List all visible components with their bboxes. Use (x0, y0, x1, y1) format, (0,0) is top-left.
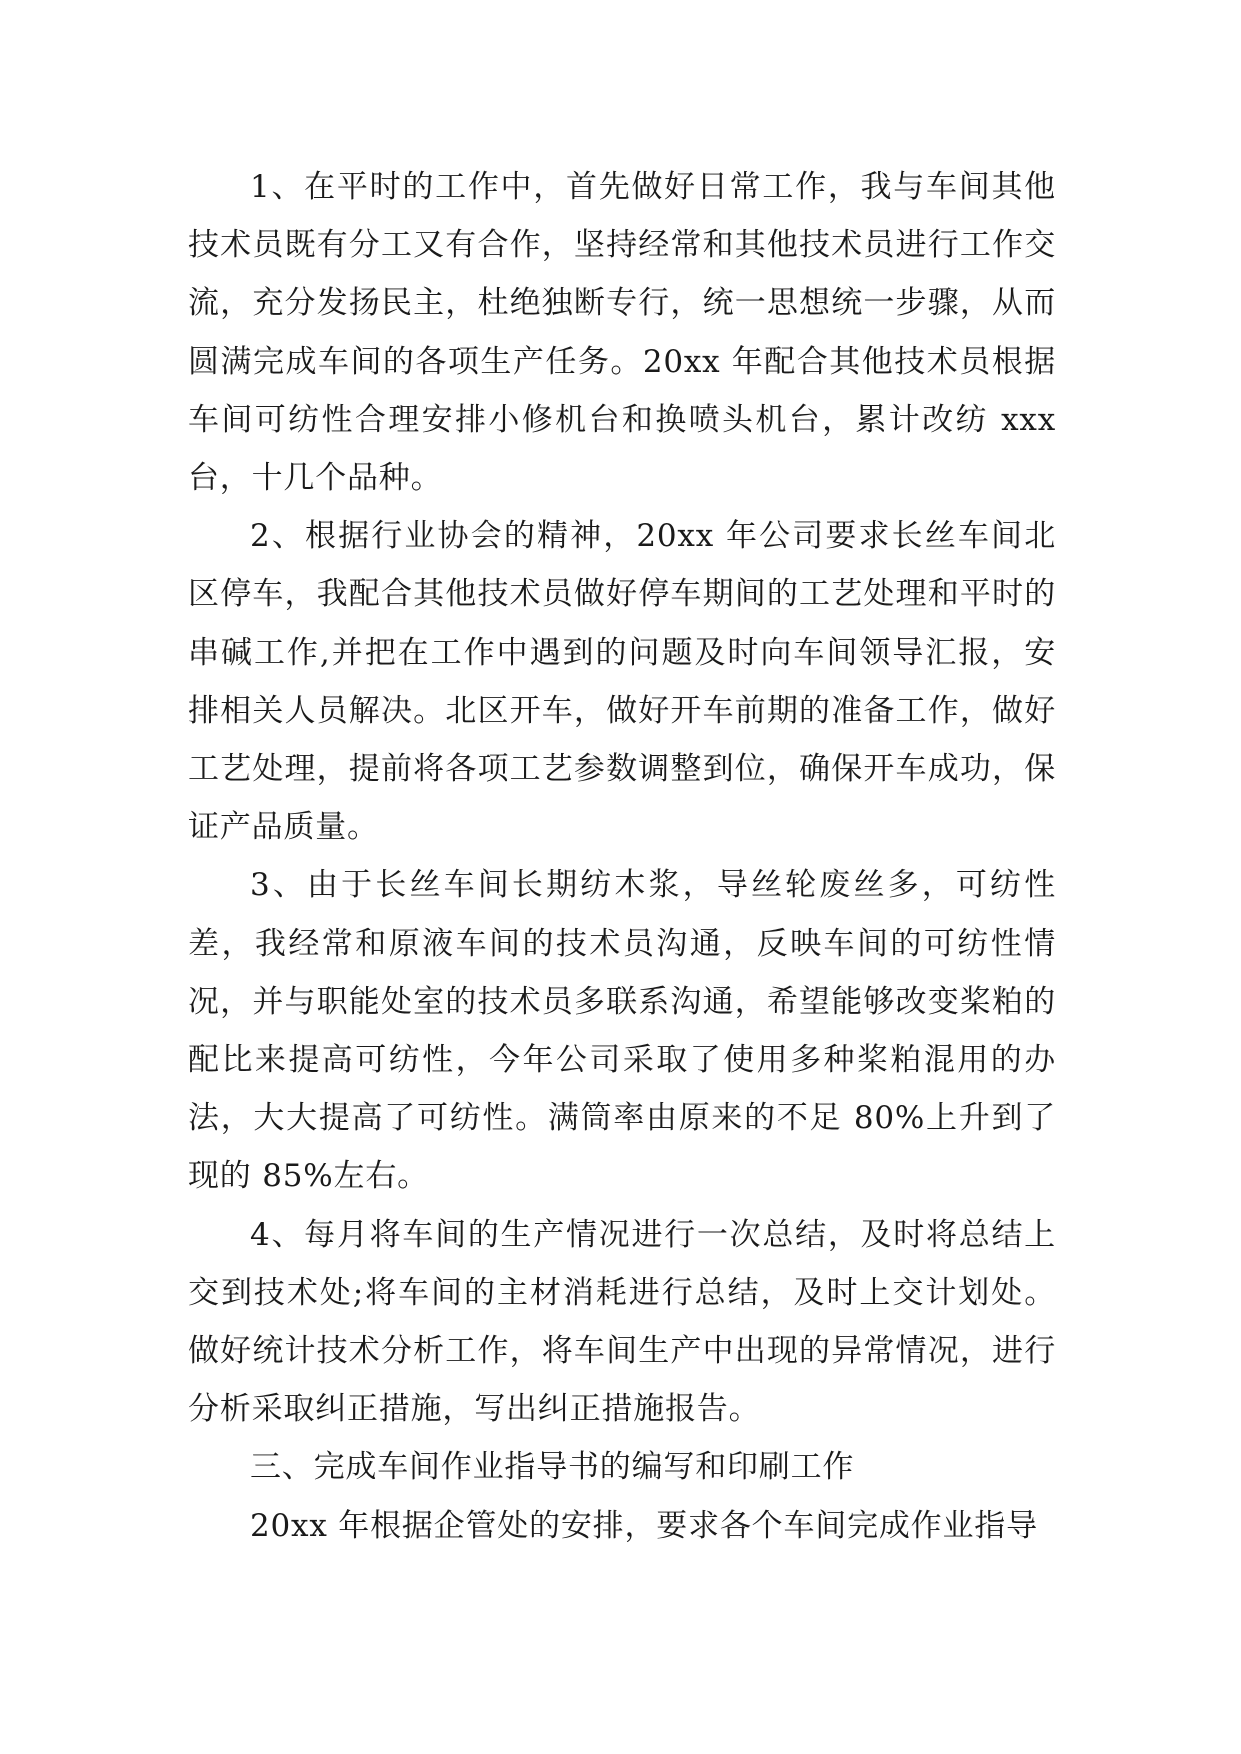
paragraph-4: 4、每月将车间的生产情况进行一次总结，及时将总结上交到技术处;将车间的主材消耗进行总结，及时上交计划处。做好统计技术分析工作，将车间生产中出现的异常情况，进行分析采取纠正措施，写出纠正措施报告。 (188, 1216, 1056, 1428)
paragraph-1: 1、在平时的工作中，首先做好日常工作，我与车间其他技术员既有分工又有合作，坚持经常和其他技术员进行工作交流，充分发扬民主，杜绝独断专行，统一思想统一步骤，从而圆满完成车间的各项生产任务。20xx 年配合其他技术员根据车间可纺性合理安排小修机台和换喷头机台，累计改纺 xxx 台，十几个品种。 (188, 169, 1056, 497)
paragraph-5: 20xx 年根据企管处的安排，要求各个车间完成作业指导 (250, 1507, 1038, 1544)
document-body (188, 158, 1056, 1555)
section-heading: 三、完成车间作业指导书的编写和印刷工作 (250, 1449, 855, 1486)
paragraph-2: 2、根据行业协会的精神，20xx 年公司要求长丝车间北区停车，我配合其他技术员做好停车期间的工艺处理和平时的串碱工作,并把在工作中遇到的问题及时向车间领导汇报，安排相关人员解决。北区开车，做好开车前期的准备工作，做好工艺处理，提前将各项工艺参数调整到位，确保开车成功，保证产品质量。 (188, 518, 1056, 846)
paragraph-3: 3、由于长丝车间长期纺木浆，导丝轮废丝多，可纺性差，我经常和原液车间的技术员沟通，反映车间的可纺性情况，并与职能处室的技术员多联系沟通，希望能够改变桨粕的配比来提高可纺性，今年公司采取了使用多种桨粕混用的办法，大大提高了可纺性。满筒率由原来的不足 80%上升到了现的 85%左右。 (188, 867, 1056, 1195)
